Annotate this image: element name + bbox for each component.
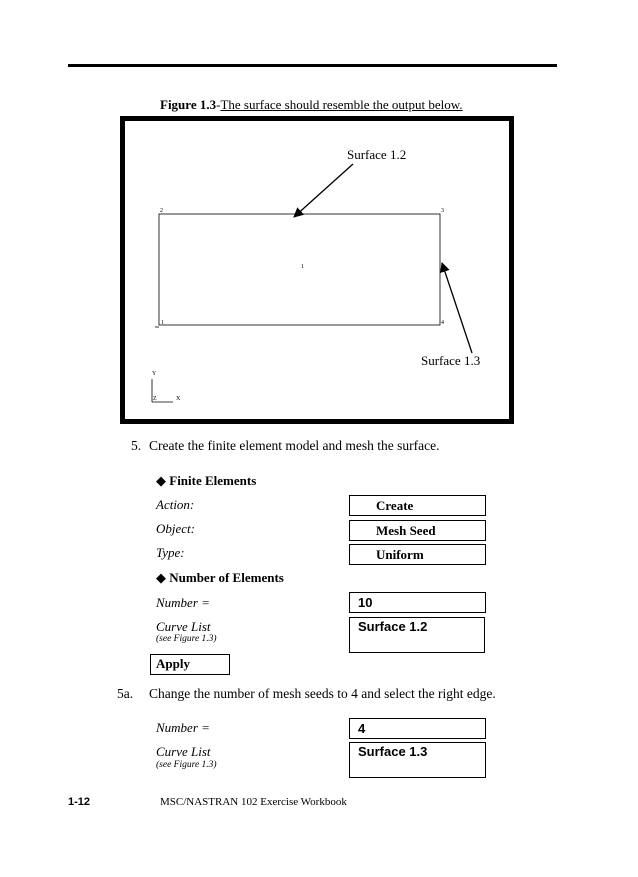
node-label-3: 3 (441, 208, 444, 214)
object-field[interactable]: Mesh Seed (349, 520, 486, 541)
number-of-elements-heading (156, 570, 284, 586)
curve-list-input[interactable]: Surface 1.2 (349, 617, 485, 653)
surface-rectangle (159, 214, 440, 325)
axis-x-label: X (176, 396, 181, 402)
step-5a-number: 5a. (117, 686, 134, 701)
figure-caption-number: Figure 1.3 (160, 97, 217, 112)
curve-list-5a-label: Curve List (156, 744, 211, 759)
curve-list-note: (see Figure 1.3) (156, 634, 217, 644)
object-label: Object: (156, 521, 195, 536)
page-number: 1-12 (68, 796, 91, 808)
curve-list-5a-input[interactable]: Surface 1.3 (349, 742, 486, 778)
callout-surface-1-3: Surface 1.3 (421, 353, 481, 368)
book-title: MSC/NASTRAN 102 Exercise Workbook (160, 796, 347, 808)
finite-elements-heading-text: Finite Elements (169, 473, 257, 488)
surface-id-label: 1 (301, 264, 304, 270)
diamond-bullet-icon: ◆ (156, 570, 166, 585)
figure-viewport (120, 116, 514, 424)
curve-list-label: Curve List (156, 619, 211, 634)
node-label-1: 1 (161, 320, 164, 326)
action-label: Action: (156, 497, 195, 512)
number-label: Number = (156, 595, 210, 610)
arrow-surface-1-3 (442, 263, 472, 353)
number-of-elements-heading-text: Number of Elements (169, 570, 284, 585)
number-input[interactable]: 10 (349, 592, 486, 613)
header-rule (68, 64, 557, 67)
curve-list-5a-note: (see Figure 1.3) (156, 760, 217, 770)
axis-z-label: Z (153, 396, 157, 402)
figure-caption (160, 97, 463, 113)
node-label-2: 2 (160, 208, 163, 214)
diamond-bullet-icon: ◆ (156, 473, 166, 488)
node-label-4: 4 (441, 320, 444, 326)
number-5a-input[interactable]: 4 (349, 718, 486, 739)
number-5a-label: Number = (156, 720, 210, 735)
figure-caption-separator: - (216, 97, 221, 112)
finite-elements-heading (156, 473, 256, 489)
action-field[interactable]: Create (349, 495, 486, 516)
type-label: Type: (156, 545, 185, 560)
apply-button[interactable]: Apply (150, 654, 230, 675)
step-5-text: Create the finite element model and mesh the surface. (149, 438, 440, 453)
figure-caption-text: The surface should resemble the output below. (220, 97, 463, 112)
step-5-number: 5. (131, 438, 142, 453)
type-field[interactable]: Uniform (349, 544, 486, 565)
arrow-surface-1-2 (294, 164, 353, 217)
callout-surface-1-2: Surface 1.2 (347, 147, 407, 162)
axis-y-label: Y (152, 371, 157, 377)
figure-drawing (125, 121, 509, 419)
step-5a-text: Change the number of mesh seeds to 4 and select the right edge. (149, 686, 496, 701)
